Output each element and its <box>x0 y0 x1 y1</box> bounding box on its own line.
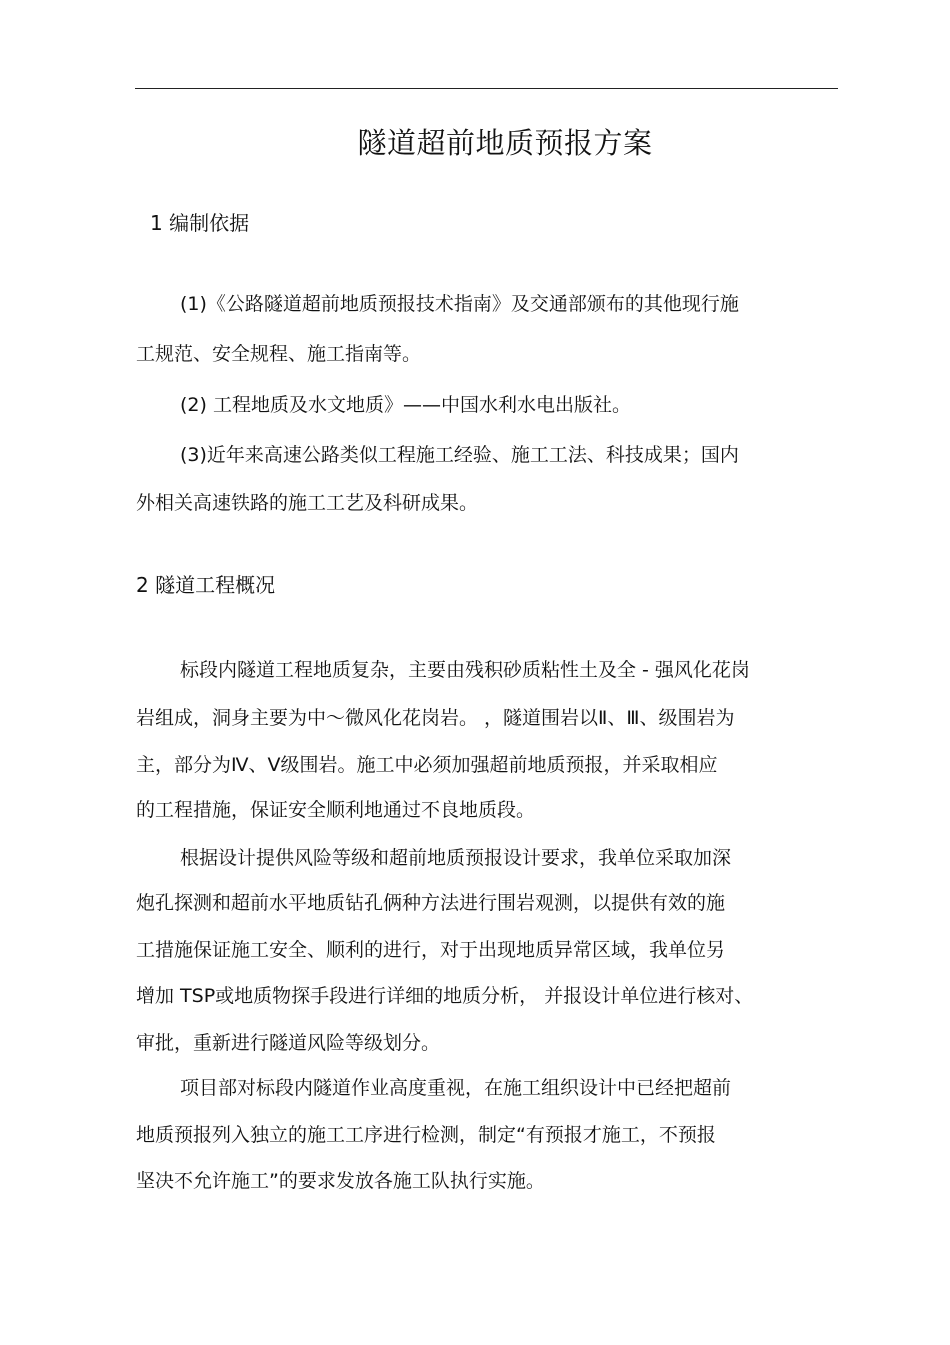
paragraph-line: (1)《公路隧道超前地质预报技术指南》及交通部颁布的其他现行施 <box>180 293 739 315</box>
paragraph-line: 坚决不允许施工”的要求发放各施工队执行实施。 <box>136 1170 545 1192</box>
document-title: 隧道超前地质预报方案 <box>357 126 653 160</box>
paragraph-line: 项目部对标段内隧道作业高度重视，在施工组织设计中已经把超前 <box>180 1077 732 1099</box>
paragraph-line: 的工程措施，保证安全顺利地通过不良地质段。 <box>136 799 536 821</box>
paragraph-line: 地质预报列入独立的施工工序进行检测，制定“有预报才施工，不预报 <box>136 1124 716 1146</box>
header-rule <box>135 88 838 89</box>
paragraph-line: 主，部分为Ⅳ、Ⅴ级围岩。施工中必须加强超前地质预报，并采取相应 <box>136 754 718 776</box>
section-heading-1: 1 编制依据 <box>150 211 250 235</box>
paragraph-line: (2) 工程地质及水文地质》——中国水利水电出版社。 <box>180 394 631 416</box>
paragraph-line: 工规范、安全规程、施工指南等。 <box>136 343 422 365</box>
paragraph-line: 根据设计提供风险等级和超前地质预报设计要求，我单位采取加深 <box>180 847 732 869</box>
paragraph-line: 外相关高速铁路的施工工艺及科研成果。 <box>136 492 479 514</box>
paragraph-line: 增加 TSP或地质物探手段进行详细的地质分析， 并报设计单位进行核对、 <box>136 985 754 1007</box>
paragraph-line: 标段内隧道工程地质复杂，主要由残积砂质粘性土及全 - 强风化花岗 <box>180 659 750 681</box>
paragraph-line: 炮孔探测和超前水平地质钻孔俩种方法进行围岩观测，以提供有效的施 <box>136 892 726 914</box>
paragraph-line: 岩组成，洞身主要为中～微风化花岗岩。 ，隧道围岩以Ⅱ、Ⅲ、级围岩为 <box>136 707 735 729</box>
paragraph-line: 审批，重新进行隧道风险等级划分。 <box>136 1032 441 1054</box>
paragraph-line: (3)近年来高速公路类似工程施工经验、施工工法、科技成果；国内 <box>180 444 739 466</box>
paragraph-line: 工措施保证施工安全、顺利的进行，对于出现地质异常区域，我单位另 <box>136 939 726 961</box>
section-heading-2: 2 隧道工程概况 <box>136 573 276 597</box>
